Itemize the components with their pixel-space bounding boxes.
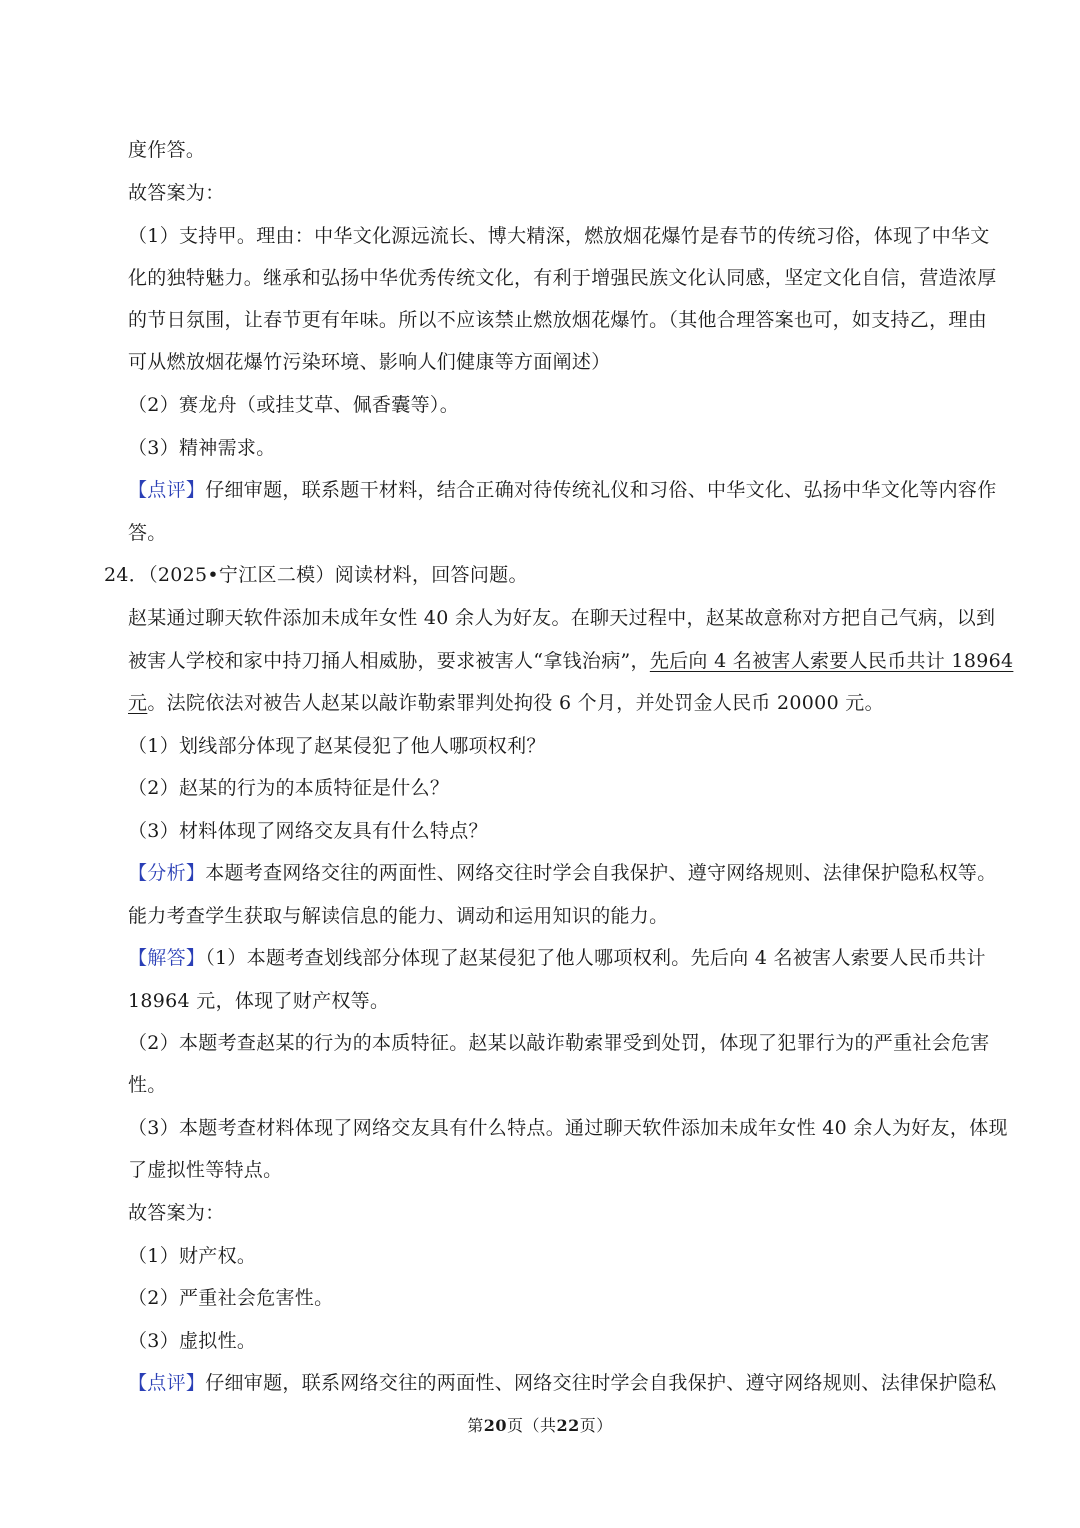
text-line: 度作答。	[128, 139, 206, 161]
text-line: 的节日氛围，让春节更有年味。所以不应该禁止燃放烟花爆竹。（其他合理答案也可，如支持乙，理由	[128, 309, 988, 331]
text-line: （2）本题考查赵某的行为的本质特征。赵某以敲诈勒索罪受到处罚，体现了犯罪行为的严重社会危害	[128, 1032, 990, 1054]
text-line: 答。	[128, 522, 167, 544]
review-text: 仔细审题，联系题干材料，结合正确对待传统礼仪和习俗、中华文化、弘扬中华文化等内容作	[205, 479, 997, 501]
text-line: 可从燃放烟花爆竹污染环境、影响人们健康等方面阐述）	[128, 351, 611, 373]
material-text: 被害人学校和家中持刀捅人相威胁，要求被害人“拿钱治病”，	[128, 650, 650, 672]
review-line	[128, 477, 997, 503]
text-line: （3）本题考查材料体现了网络交友具有什么特点。通过聊天软件添加未成年女性 40 余人为好友，体现	[128, 1117, 1008, 1139]
text-line: （1）支持甲。理由：中华文化源远流长、博大精深，燃放烟花爆竹是春节的传统习俗，体现了中华文	[128, 225, 990, 247]
text-line: 性。	[128, 1074, 167, 1096]
material-line	[128, 690, 980, 716]
footer-prefix: 第	[467, 1416, 484, 1435]
final-answer: （2）严重社会危害性。	[128, 1287, 334, 1309]
text-line: （2）赛龙舟（或挂艾草、佩香囊等）。	[128, 394, 459, 416]
question-heading: 24．（2025•宁江区二模）阅读材料，回答问题。	[104, 564, 528, 586]
analysis-text: 本题考查网络交往的两面性、网络交往时学会自我保护、遵守网络规则、法律保护隐私权等。	[205, 862, 997, 884]
footer-suffix: 页）	[579, 1416, 613, 1435]
footer-middle: 页（共	[506, 1416, 557, 1435]
sub-question: （1）划线部分体现了赵某侵犯了他人哪项权利？	[128, 735, 546, 757]
page-footer	[0, 1414, 1080, 1438]
review-text: 仔细审题，联系网络交往的两面性、网络交往时学会自我保护、遵守网络规则、法律保护隐私	[205, 1372, 997, 1394]
sub-question: （2）赵某的行为的本质特征是什么？	[128, 777, 450, 799]
text-line: 了虚拟性等特点。	[128, 1159, 283, 1181]
answer-line	[128, 945, 986, 971]
text-line: 故答案为：	[128, 1202, 225, 1224]
material-line	[128, 648, 1014, 674]
material-line: 赵某通过聊天软件添加未成年女性 40 余人为好友。在聊天过程中，赵某故意称对方把自己气病，以到	[128, 607, 996, 629]
text-line: 化的独特魅力。继承和弘扬中华优秀传统文化，有利于增强民族文化认同感，坚定文化自信，营造浓厚	[128, 267, 997, 289]
text-line: 能力考查学生获取与解读信息的能力、调动和运用知识的能力。	[128, 905, 669, 927]
sub-question: （3）材料体现了网络交友具有什么特点？	[128, 820, 488, 842]
text-line: 18964 元，体现了财产权等。	[128, 990, 390, 1012]
underlined-text: 元	[128, 692, 148, 714]
review-tag: 【点评】	[128, 1372, 206, 1394]
underlined-text: 先后向 4 名被害人索要人民币共计 18964	[649, 650, 1014, 672]
page-number: 20	[483, 1416, 507, 1435]
analysis-line	[128, 860, 997, 886]
review-line	[128, 1370, 997, 1396]
total-pages: 22	[556, 1416, 580, 1435]
material-text: 。法院依法对被告人赵某以敲诈勒索罪判处拘役 6 个月，并处罚金人民币 20000 元。	[147, 692, 884, 714]
text-line: （3）精神需求。	[128, 437, 276, 459]
analysis-tag: 【分析】	[128, 862, 206, 884]
final-answer: （1）财产权。	[128, 1245, 257, 1267]
answer-tag: 【解答】	[128, 947, 206, 969]
review-tag: 【点评】	[128, 479, 206, 501]
answer-text: （1）本题考查划线部分体现了赵某侵犯了他人哪项权利。先后向 4 名被害人索要人民币共计	[205, 947, 986, 969]
final-answer: （3）虚拟性。	[128, 1330, 257, 1352]
text-line: 故答案为：	[128, 182, 225, 204]
